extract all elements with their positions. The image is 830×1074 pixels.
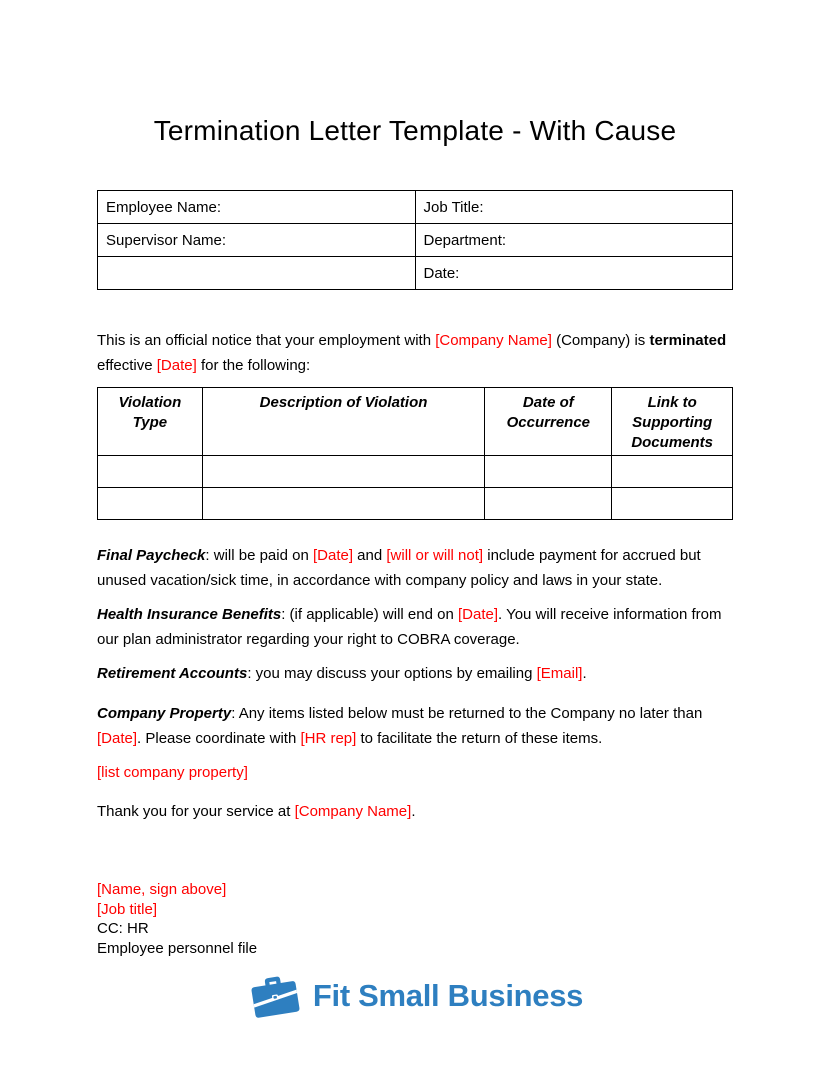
info-cell-employee-name: Employee Name: [98,191,416,224]
violation-header-row [98,388,733,456]
signature-job-title-placeholder [97,900,733,920]
company-property-paragraph [97,701,733,751]
text-run: Health Insurance Benefits [97,606,282,623]
text-run: : you may discuss your options by emailing [247,665,537,682]
document-title: Termination Letter Template - With Cause [153,115,677,146]
text-run: . You will receive information from our plan administrator regarding your right to COBRA coverage. [97,606,722,648]
signature-block [97,880,733,958]
text-run: Thank you for your service at [97,803,295,820]
text-run: : Any items listed below must be returned to the Company no later than [231,705,703,722]
text-run: terminated [649,332,727,349]
placeholder-text: [Date] [457,606,499,623]
thank-you-paragraph [97,799,733,824]
info-cell-supervisor-name: Supervisor Name: [98,224,416,257]
table-row [98,257,733,290]
placeholder-text: [list company property] [97,764,248,781]
text-run: : will be paid on [205,547,313,564]
violation-header-description: Description of Violation [202,388,485,456]
text-run: This is an official notice that your employment with [97,332,436,349]
violation-cell-empty [612,488,733,520]
info-cell-blank [98,257,416,290]
text-run: effective [97,357,157,374]
violation-cell-empty [98,456,203,488]
violation-header-link: Link to Supporting Documents [612,388,733,456]
placeholder-text: [Date] [156,357,197,374]
employee-info-table [97,190,733,290]
placeholder-text: [Name, sign above] [97,881,227,898]
violation-header-date: Date of Occurrence [485,388,612,456]
text-run: . Please coordinate with [137,730,301,747]
violation-cell-empty [485,488,612,520]
placeholder-text: [HR rep] [300,730,357,747]
violation-cell-empty [485,456,612,488]
fit-small-business-logo [97,972,733,1020]
placeholder-text: [Email] [536,665,583,682]
info-cell-date: Date: [415,257,733,290]
text-run: . [411,803,416,820]
cc-line [97,919,733,939]
final-paycheck-paragraph [97,543,733,593]
text-run: . [582,665,587,682]
list-company-property-placeholder [97,760,733,785]
text-run: Employee personnel file [97,939,258,957]
text-run: : (if applicable) will end on [281,606,458,623]
text-run: to facilitate the return of these items. [356,730,603,747]
text-run: CC: HR [97,920,149,937]
placeholder-text: [Date] [97,730,138,747]
signature-name-placeholder [97,880,733,900]
personnel-file-line [97,939,733,959]
placeholder-text: [Company Name] [435,332,552,349]
text-run: and [353,547,387,564]
table-row [98,224,733,257]
logo-text: Fit Small Business [312,978,584,1013]
violation-cell-empty [98,488,203,520]
briefcase-icon [247,972,304,1020]
text-run: include payment for accrued but unused vacation/sick time, in accordance with company policy and laws in your state. [97,547,701,589]
info-cell-job-title: Job Title: [415,191,733,224]
violation-cell-empty [202,488,485,520]
table-row [98,456,733,488]
violation-table [97,387,733,520]
placeholder-text: [Company Name] [294,803,412,820]
placeholder-text: [Date] [312,547,354,564]
text-run: Final Paycheck [97,547,206,564]
violation-cell-empty [612,456,733,488]
violation-header-type: Violation Type [98,388,203,456]
violation-cell-empty [202,456,485,488]
table-row [98,191,733,224]
health-insurance-paragraph [97,602,733,652]
text-run: Company Property [97,705,232,722]
intro-paragraph [97,328,733,378]
placeholder-text: [Job title] [97,900,158,918]
text-run: for the following: [196,357,311,374]
text-run: Retirement Accounts [97,665,248,682]
table-row [98,488,733,520]
retirement-paragraph [97,661,733,686]
document-content [97,0,733,1020]
info-cell-department: Department: [415,224,733,257]
placeholder-text: [will or will not] [386,547,484,564]
text-run: (Company) is [551,332,650,349]
